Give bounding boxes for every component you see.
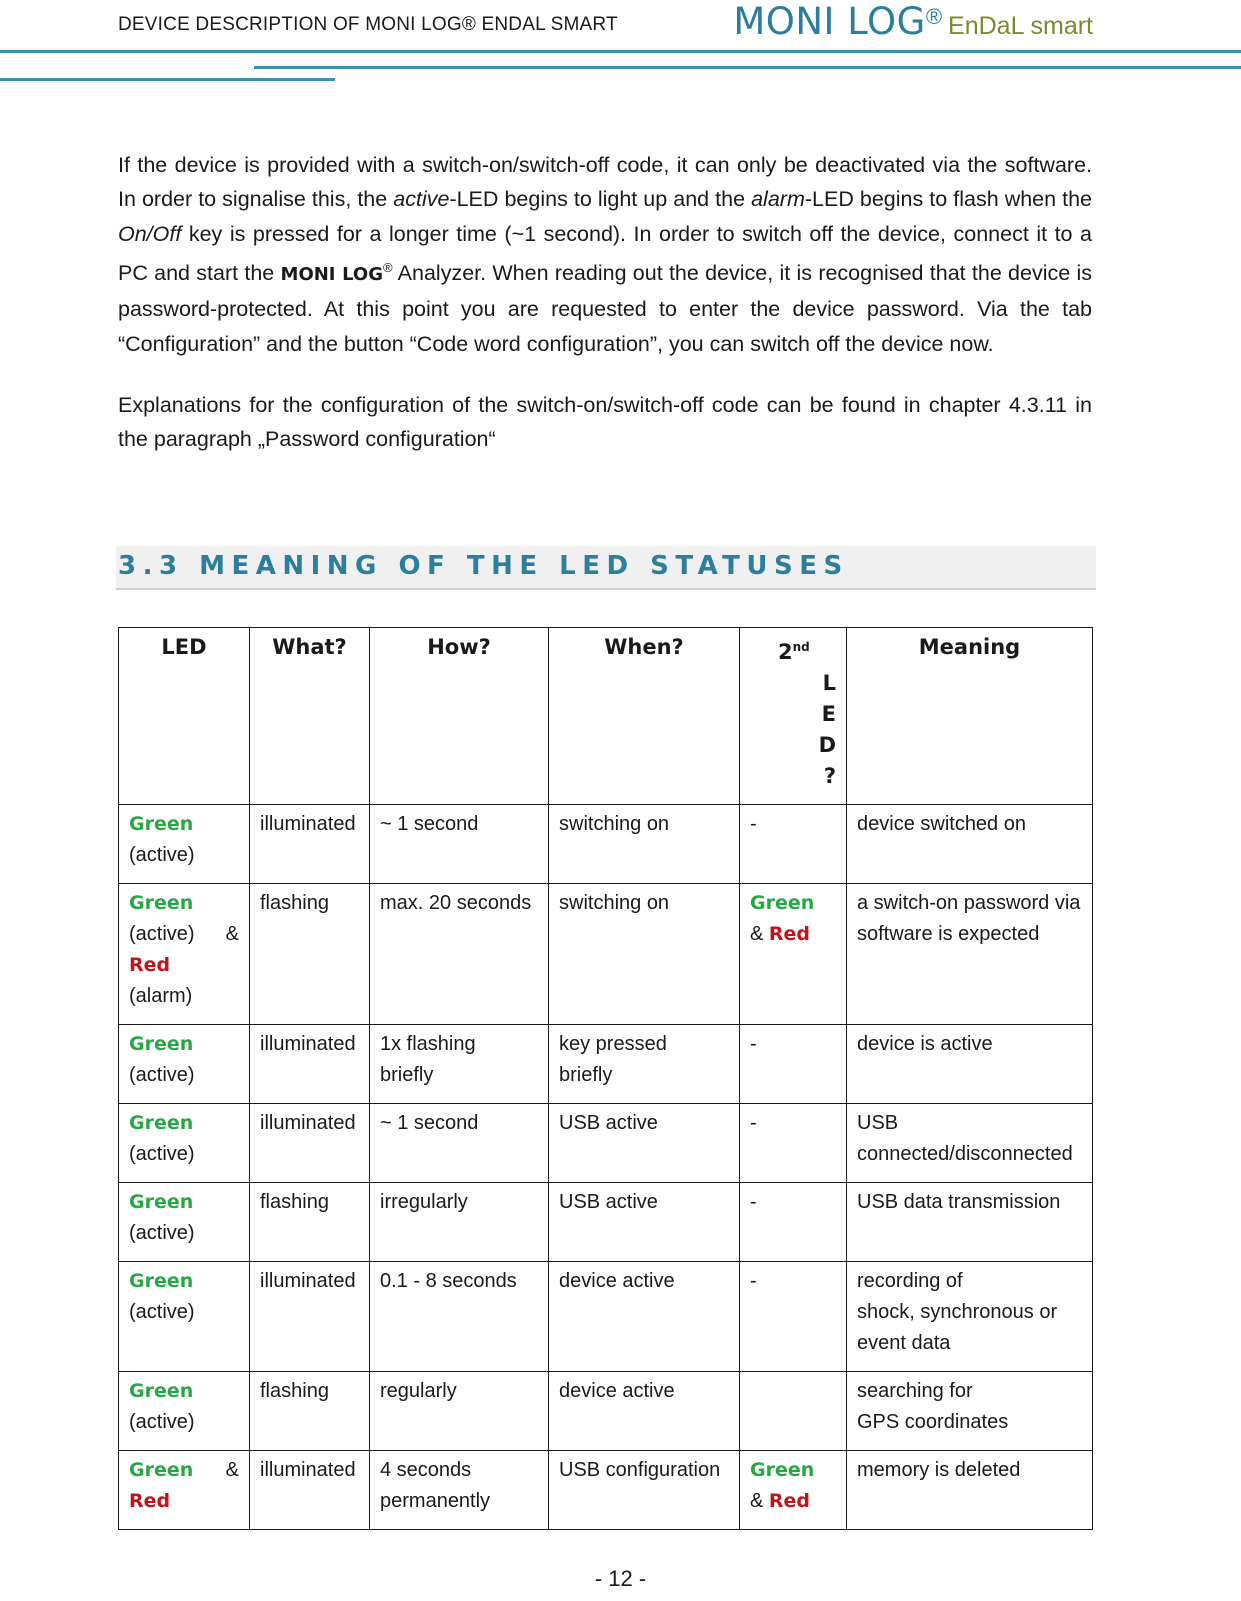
cell-how: 1x flashing briefly [370,1025,549,1104]
cell-how: 4 seconds permanently [370,1451,549,1530]
cell-what: illuminated [250,1104,370,1183]
cell-how: regularly [370,1372,549,1451]
cell-second-led: Green & Red [740,884,847,1025]
cell-what: flashing [250,1372,370,1451]
alarm-led-term: alarm [751,187,805,212]
table-row [119,1104,1093,1183]
header-led: LED [119,628,250,805]
cell-how: max. 20 seconds [370,884,549,1025]
page-number: - 12 - [594,1566,647,1591]
led-green-label: Green [129,1033,194,1055]
cell-second-led [740,1372,847,1451]
header-how: How? [370,628,549,805]
cell-meaning: searching for GPS coordinates [847,1372,1093,1451]
second-led-green: Green [750,892,815,914]
cell-what: flashing [250,884,370,1025]
cell-when: USB configuration [549,1451,740,1530]
header-rule-left [0,78,335,81]
cell-led: Green & Red [119,1451,250,1530]
cell-when: device active [549,1372,740,1451]
cell-led: Green (active) [119,1104,250,1183]
header-rule-top [0,50,1241,53]
cell-when: USB active [549,1104,740,1183]
cell-when: key pressed briefly [549,1025,740,1104]
brand-logo-sub: EnDaL smart [948,12,1093,40]
cell-led: Green (active) [119,805,250,884]
header-second-led: 2nd L E D ? [740,628,847,805]
cell-second-led: - [740,1104,847,1183]
table-row [119,1183,1093,1262]
header-meaning: Meaning [847,628,1093,805]
table-row [119,1262,1093,1372]
cell-meaning: device is active [847,1025,1093,1104]
cell-how: ~ 1 second [370,805,549,884]
table-header-row [119,628,1093,805]
cell-when: device active [549,1262,740,1372]
led-green-label: Green [129,1380,194,1402]
brand-logo-registered: ® [925,3,943,29]
cell-how: ~ 1 second [370,1104,549,1183]
cell-led: Green (active) [119,1372,250,1451]
led-status-table [118,627,1093,1530]
cell-when: switching on [549,884,740,1025]
cell-what: illuminated [250,1262,370,1372]
led-green-label: Green [129,1270,194,1292]
cell-meaning: USB connected/disconnected [847,1104,1093,1183]
active-led-term: active [393,187,450,212]
section-heading-bar [116,546,1096,590]
header-rule-right [254,66,1241,69]
cell-when: switching on [549,805,740,884]
cell-what: flashing [250,1183,370,1262]
document-header-title: DEVICE DESCRIPTION OF MONI LOG® ENDAL SMART [118,14,618,35]
cell-what: illuminated [250,1451,370,1530]
cell-how: 0.1 - 8 seconds [370,1262,549,1372]
inline-brand: MONI LOG [280,264,383,286]
table-row [119,1372,1093,1451]
header-when: When? [549,628,740,805]
cell-led: Green (active) [119,1183,250,1262]
cell-when: USB active [549,1183,740,1262]
header-what: What? [250,628,370,805]
section-title: 3.3 MEANING OF THE LED STATUSES [118,551,849,581]
cell-what: illuminated [250,805,370,884]
cell-led: Green (active) [119,1262,250,1372]
table-row [119,805,1093,884]
led-green-label: Green [129,1112,194,1134]
cell-second-led: - [740,1183,847,1262]
paragraph-explanations: Explanations for the configuration of the switch-on/switch-off code can be found in chapter 4.3.11 in the paragraph „Password configuration“ [118,393,1092,452]
cell-meaning: USB data transmission [847,1183,1093,1262]
led-green-label: Green [129,1459,194,1481]
led-green-label: Green [129,892,194,914]
table-row [119,1451,1093,1530]
led-green-label: Green [129,1191,194,1213]
second-led-red: Red [768,923,811,945]
table-row [119,884,1093,1025]
cell-meaning: device switched on [847,805,1093,884]
second-led-red: Red [768,1490,811,1512]
on-off-key-term: On/Off [118,221,182,246]
cell-second-led: - [740,1025,847,1104]
cell-second-led: - [740,805,847,884]
second-led-green: Green [750,1459,815,1481]
cell-how: irregularly [370,1183,549,1262]
cell-led: Green (active) [119,1025,250,1104]
cell-meaning: memory is deleted [847,1451,1093,1530]
cell-what: illuminated [250,1025,370,1104]
cell-meaning: recording of shock, synchronous or event data [847,1262,1093,1372]
cell-led: Green (active) & Red (alarm) [119,884,250,1025]
cell-meaning: a switch-on password via software is expected [847,884,1093,1025]
cell-second-led: Green & Red [740,1451,847,1530]
paragraph-switch-off: If the device is provided with a switch-on/switch-off code, it can only be deactivated via the software. In order to signalise this, the active-LED begins to light up and the alarm-LED begins to flash when the On/Off key is pressed for a longer time (~1 second). In order to switch off the device, connect it to a PC and start the MONI LOG® Analyzer. When reading out the device, it is recognised that the device is password-protected. At this point you are requested to enter the device password. Via the tab “Configuration” and the button “Code word configuration”, you can switch off the device now. [118,153,1093,356]
led-red-label: Red [129,1490,171,1512]
brand-logo [733,0,1093,43]
led-green-label: Green [129,813,194,835]
led-red-label: Red [129,954,171,976]
cell-second-led: - [740,1262,847,1372]
table-row [119,1025,1093,1104]
brand-logo-main: MONI LOG [733,0,926,43]
